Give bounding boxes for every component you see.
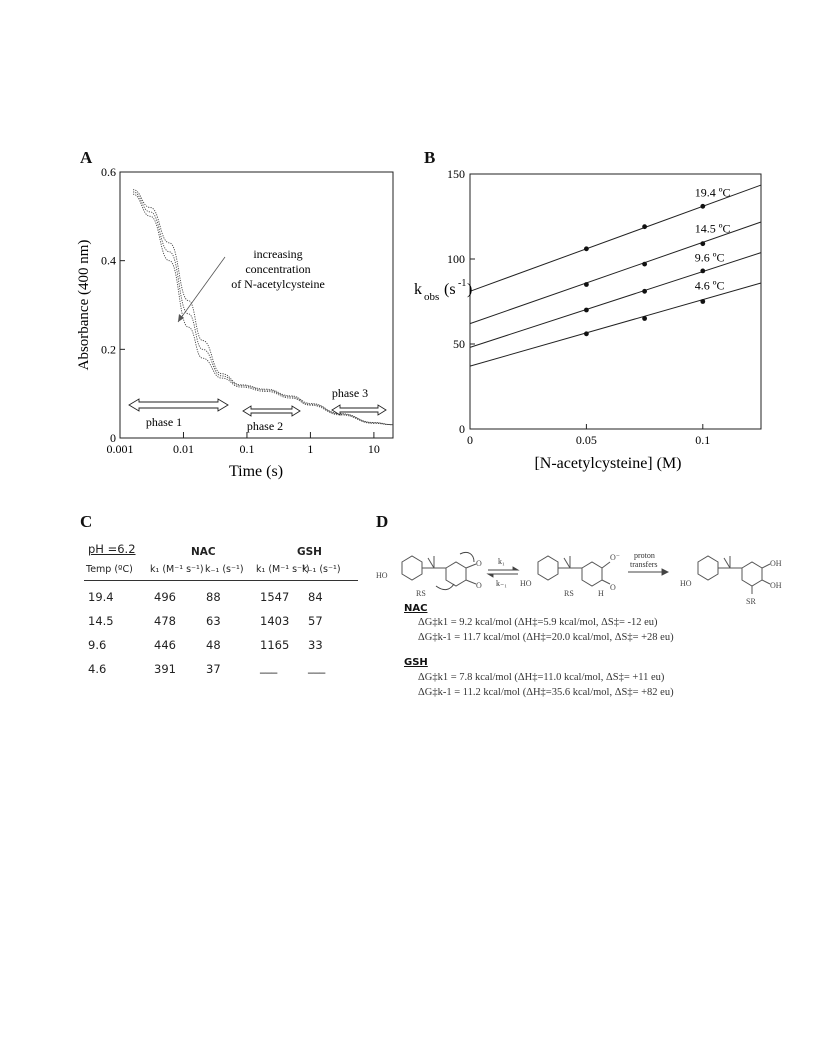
nac-eq-2: ΔG‡k-1 = 11.7 kcal/mol (ΔH‡=20.0 kcal/mol, ΔS‡= +28 eu) — [418, 632, 674, 643]
series-label: 9.6 ºC — [694, 250, 725, 265]
cell-km1-gsh: 84 — [308, 590, 323, 604]
data-point — [642, 224, 647, 229]
cell-temp: 4.6 — [88, 662, 107, 676]
panel-b-frame — [470, 174, 761, 429]
quinone-ring-1 — [446, 562, 466, 586]
cell-km1-gsh: 57 — [308, 614, 323, 628]
phase-3-label: phase 3 — [331, 386, 369, 400]
panel-b-ylabel-unit: (s — [444, 281, 456, 298]
o-label-1a: O — [476, 559, 482, 568]
cell-k1-gsh: ___ — [260, 660, 278, 674]
o-label-1b: O — [476, 581, 482, 590]
phase-1-arrow — [129, 399, 228, 411]
cell-k1-gsh: 1403 — [260, 614, 290, 628]
panel-b-ylabel-close: ) — [467, 281, 473, 298]
phenol-ring-2 — [538, 556, 558, 580]
data-point — [584, 246, 589, 251]
y-tick-label: 0.4 — [101, 253, 116, 268]
nac-label: NAC — [404, 603, 428, 614]
gsh-label: GSH — [404, 657, 428, 668]
o-label-2: O — [610, 583, 616, 592]
phenol-ring-1 — [402, 556, 422, 580]
group-nac: NAC — [191, 546, 216, 558]
phase-2-arrow — [243, 406, 300, 416]
panel-b-chart — [414, 160, 780, 500]
ho-label-1: HO — [376, 571, 388, 580]
x-tick-label: 1 — [307, 442, 314, 456]
x-tick-label: 0.1 — [695, 433, 711, 447]
rs-label-1: RS — [416, 589, 426, 598]
phase-2-label: phase 2 — [246, 419, 284, 433]
km1-label: k₋₁ — [496, 579, 508, 588]
data-point — [700, 241, 705, 246]
cell-km1-gsh: ___ — [308, 660, 326, 674]
y-tick-label: 0 — [110, 431, 116, 445]
fit-line — [470, 250, 761, 348]
ph-label: pH =6.2 — [88, 542, 136, 556]
panel-b-letter: B — [424, 148, 436, 167]
cell-k1-gsh: 1165 — [260, 638, 290, 652]
x-tick-label: 0.05 — [575, 433, 597, 447]
data-point — [642, 316, 647, 321]
fit-line — [470, 283, 761, 366]
cell-k1-nac: 478 — [154, 614, 176, 628]
panel-b-xlabel: [N-acetylcysteine] (M) — [534, 455, 682, 472]
rs-label-2: RS — [564, 589, 574, 598]
cell-km1-gsh: 33 — [308, 638, 323, 652]
series-label: 14.5 ºC — [694, 221, 731, 236]
k1-label: k₁ — [498, 557, 505, 566]
cell-km1-nac: 48 — [206, 638, 221, 652]
equilibrium-arrows — [488, 567, 518, 577]
col-temp: Temp (ºC) — [86, 564, 133, 575]
gsh-eq-1: ΔG‡k1 = 7.8 kcal/mol (ΔH‡=11.0 kcal/mol, ΔS‡= +11 eu) — [418, 672, 665, 683]
table-rule — [84, 580, 358, 581]
panel-b-ylabel-exp: -1 — [458, 278, 467, 289]
data-point — [700, 269, 705, 274]
cell-temp: 14.5 — [88, 614, 114, 628]
enolate-ring — [582, 562, 602, 586]
cell-km1-nac: 63 — [206, 614, 221, 628]
mechanism-scheme — [376, 540, 796, 612]
oh-label-a: OH — [770, 559, 782, 568]
sr-label: SR — [746, 597, 756, 606]
proton-transfer-arrow — [628, 569, 668, 575]
y-tick-label: 100 — [447, 252, 465, 266]
annotation-line-3: of N-acetylcysteine — [231, 277, 325, 291]
cell-temp: 9.6 — [88, 638, 107, 652]
data-point — [584, 331, 589, 336]
h-label: H — [598, 589, 604, 598]
data-point — [700, 299, 705, 304]
phase-3-arrow — [332, 405, 386, 415]
ho-label-2: HO — [520, 579, 532, 588]
data-point — [700, 204, 705, 209]
series-label: 4.6 ºC — [694, 278, 725, 293]
ho-label-3: HO — [680, 579, 692, 588]
panel-a-letter: A — [80, 148, 93, 167]
col-k1-gsh: k₁ (M⁻¹ s⁻¹) — [256, 564, 310, 575]
panel-a-chart — [60, 160, 420, 500]
o-minus-label: O⁻ — [610, 553, 620, 562]
x-tick-label: 0.1 — [239, 442, 255, 456]
panel-a-ylabel: Absorbance (400 nm) — [76, 239, 92, 371]
data-point — [642, 262, 647, 267]
transfers-label: transfers — [630, 560, 658, 569]
cell-k1-nac: 391 — [154, 662, 176, 676]
cell-km1-nac: 88 — [206, 590, 221, 604]
x-tick-label: 0.01 — [172, 442, 194, 456]
panel-a-xlabel: Time (s) — [228, 463, 284, 480]
data-point — [584, 282, 589, 287]
annotation-arrow — [178, 257, 225, 322]
y-tick-label: 50 — [453, 337, 465, 351]
y-tick-label: 0.6 — [101, 165, 116, 179]
cell-k1-nac: 496 — [154, 590, 176, 604]
proton-label: proton — [634, 551, 655, 560]
panel-b-ylabel-sub: obs — [424, 291, 440, 303]
nac-eq-1: ΔG‡k1 = 9.2 kcal/mol (ΔH‡=5.9 kcal/mol, ΔS‡= -12 eu) — [418, 617, 658, 628]
y-tick-label: 0.2 — [101, 342, 116, 357]
cell-temp: 19.4 — [88, 590, 114, 604]
phenol-ring-3 — [698, 556, 718, 580]
cell-k1-nac: 446 — [154, 638, 176, 652]
col-k1-nac: k₁ (M⁻¹ s⁻¹) — [150, 564, 204, 575]
annotation-line-2: concentration — [245, 262, 311, 276]
y-tick-label: 0 — [459, 422, 465, 436]
fit-line — [470, 222, 761, 324]
y-tick-label: 150 — [447, 167, 465, 181]
oh-label-b: OH — [770, 581, 782, 590]
panel-b-ylabel-main: k — [414, 281, 422, 298]
fit-line — [470, 185, 761, 291]
kinetics-table — [84, 540, 364, 680]
series-label: 19.4 ºC — [694, 185, 731, 200]
data-point — [642, 289, 647, 294]
x-tick-label: 10 — [367, 442, 380, 456]
col-km1-nac: k₋₁ (s⁻¹) — [205, 564, 244, 575]
data-point — [584, 308, 589, 313]
x-tick-label: 0 — [467, 433, 473, 447]
phase-1-label: phase 1 — [145, 415, 183, 429]
catechol-ring — [742, 562, 762, 586]
group-gsh: GSH — [297, 546, 322, 558]
annotation-line-1: increasing — [253, 247, 303, 261]
panel-d-letter: D — [376, 512, 389, 531]
cell-k1-gsh: 1547 — [260, 590, 290, 604]
col-km1-gsh: k₋₁ (s⁻¹) — [302, 564, 341, 575]
panel-c-letter: C — [80, 512, 93, 531]
gsh-eq-2: ΔG‡k-1 = 11.2 kcal/mol (ΔH‡=35.6 kcal/mol, ΔS‡= +82 eu) — [418, 687, 674, 698]
cell-km1-nac: 37 — [206, 662, 221, 676]
x-tick-label: 0.001 — [106, 442, 134, 456]
